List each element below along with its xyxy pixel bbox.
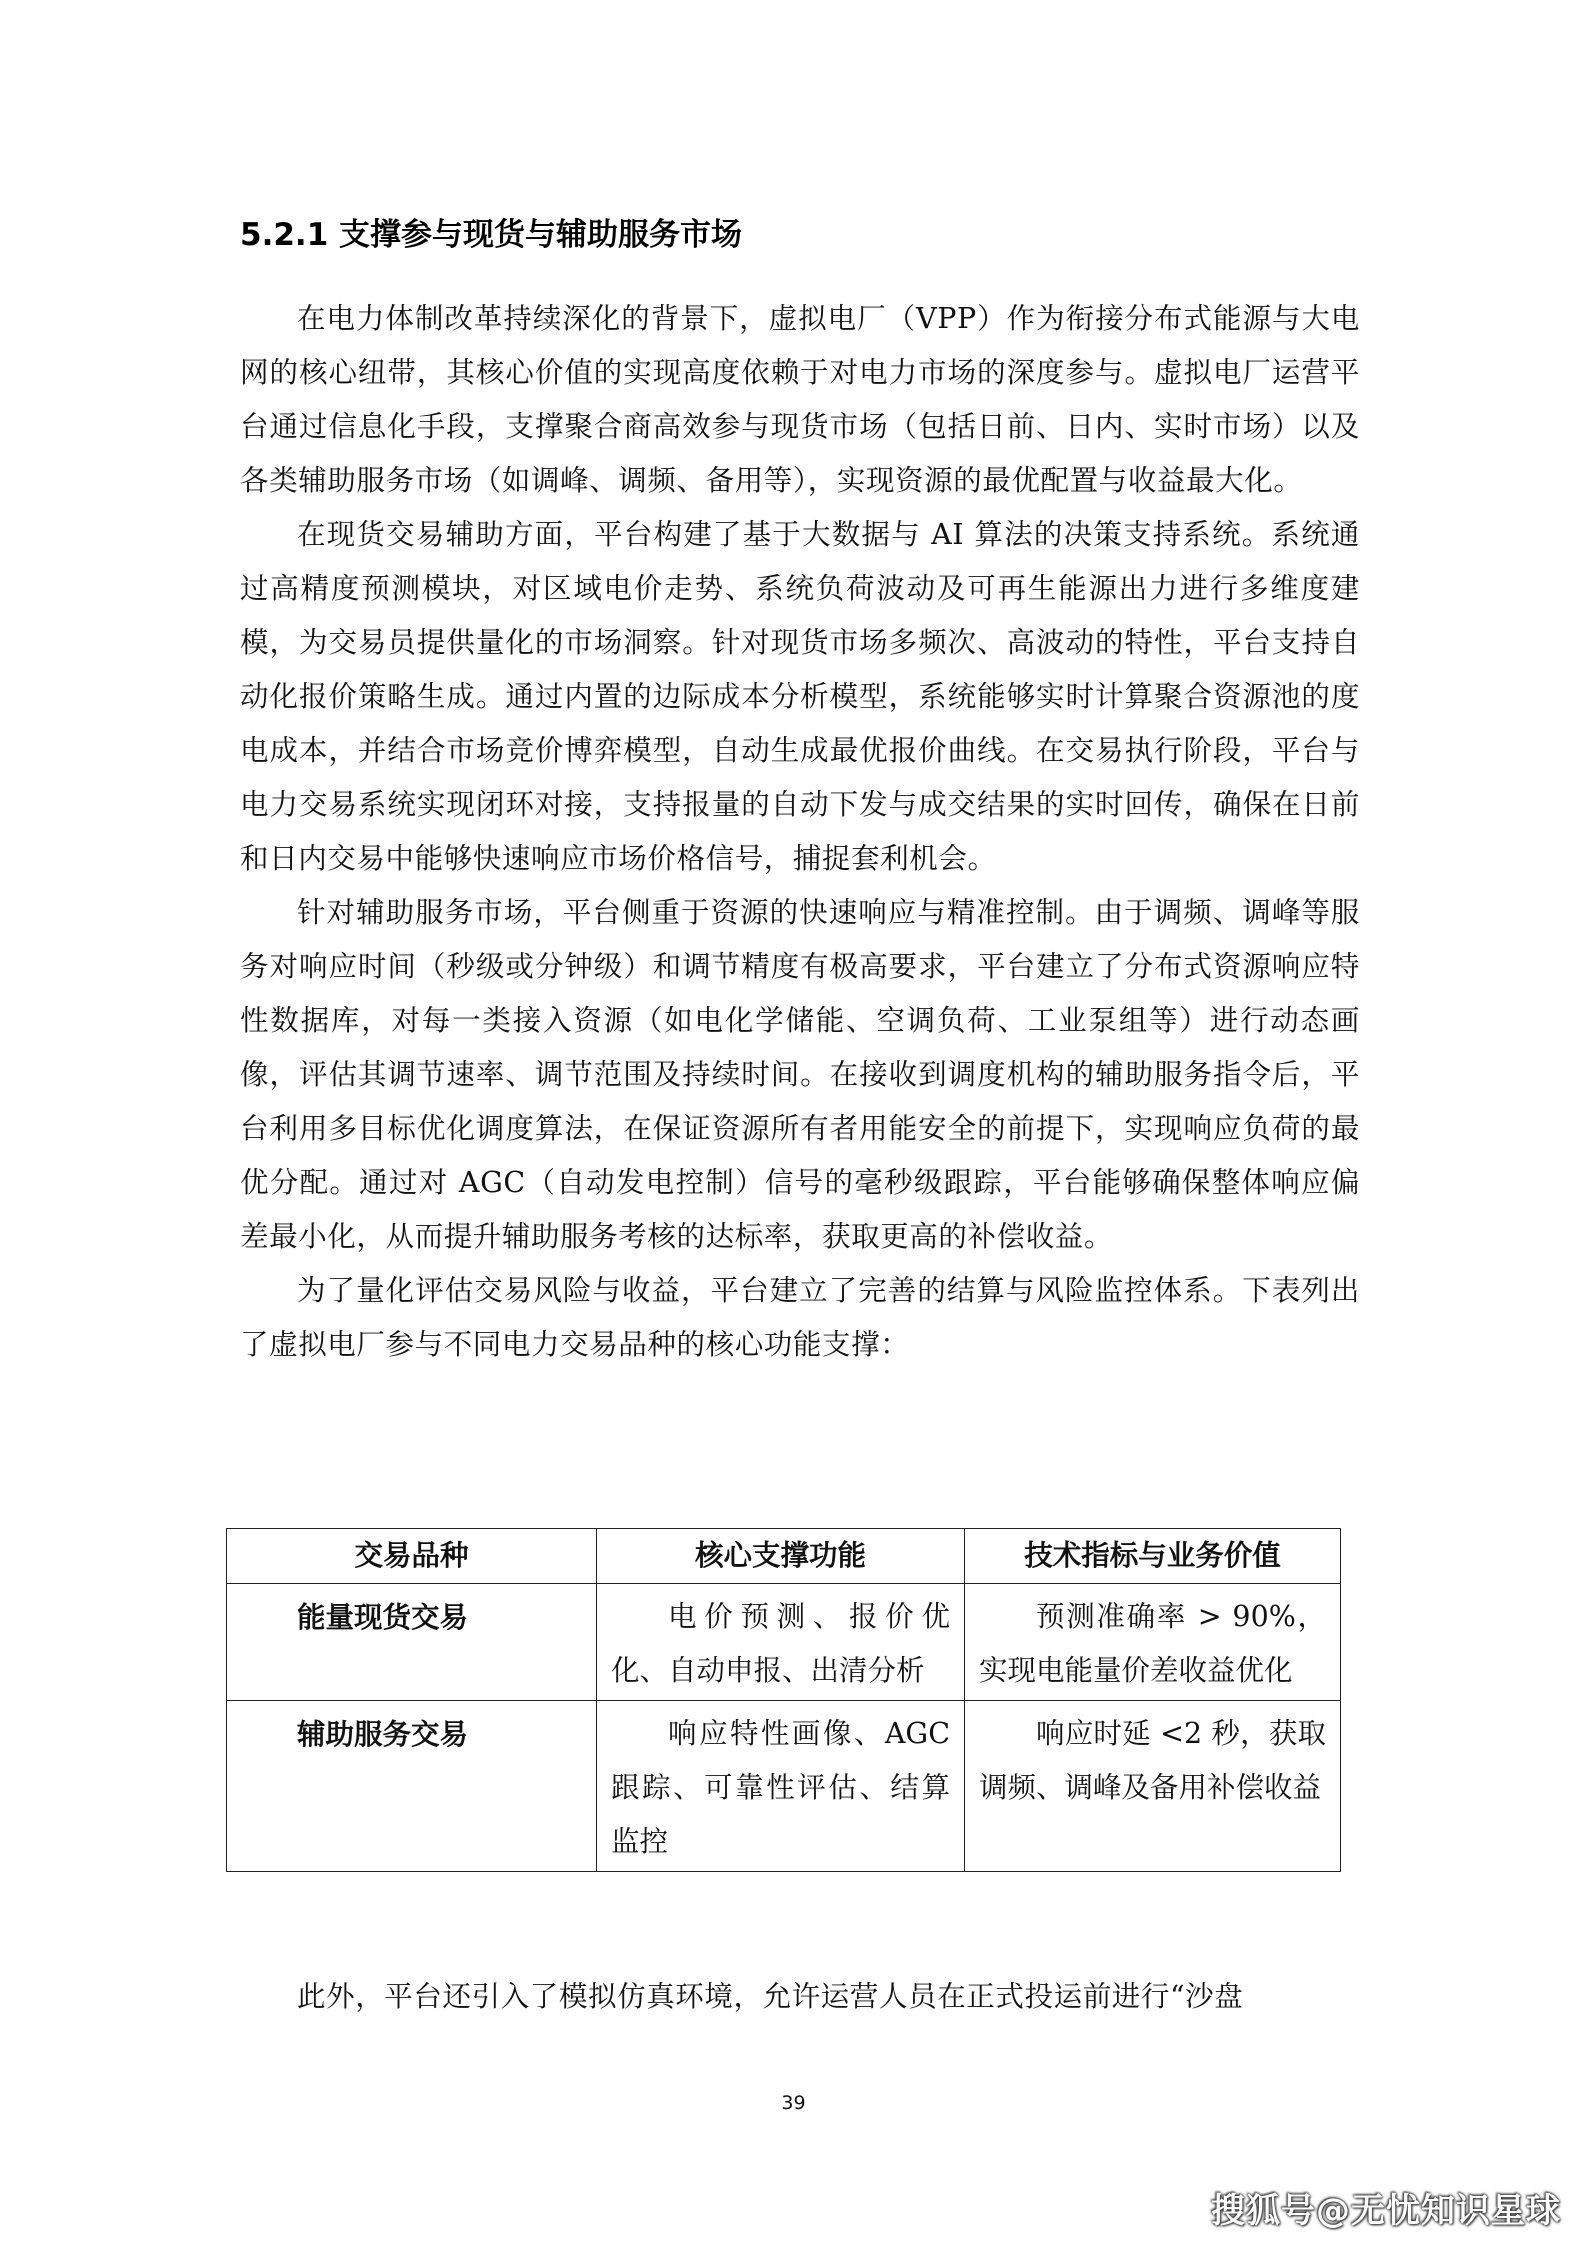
- paragraph: 为了量化评估交易风险与收益，平台建立了完善的结算与风险监控体系。下表列出了虚拟电厂参与不同电力交易品种的核心功能支撑：: [240, 1274, 1360, 1361]
- paragraph: 针对辅助服务市场，平台侧重于资源的快速响应与精准控制。由于调频、调峰等服务对响应时间（秒级或分钟级）和调节精度有极高要求，平台建立了分布式资源响应特性数据库，对每一类接入资源（如电化学储能、空调负荷、工业泵组等）进行动态画像，评估其调节速率、调节范围及持续时间。在接收到调度机构的辅助服务指令后，平台利用多目标优化调度算法，在保证资源所有者用能安全的前提下，实现响应负荷的最优分配。通过对 AGC（自动发电控制）信号的毫秒级跟踪，平台能够确保整体响应偏差最小化，从而提升辅助服务考核的达标率，获取更高的补偿收益。: [240, 896, 1360, 1253]
- table-header-cell: 技术指标与业务价值: [965, 1529, 1341, 1584]
- table-header-cell: 交易品种: [227, 1529, 597, 1584]
- metrics-cell: 响应时延 <2 秒，获取调频、调峰及备用补偿收益: [965, 1701, 1341, 1872]
- functions-cell: 响应特性画像、AGC 跟踪、可靠性评估、结算监控: [597, 1701, 965, 1872]
- table-row: [227, 1701, 1341, 1872]
- table-header-cell: 核心支撑功能: [597, 1529, 965, 1584]
- watermark: 搜狐号@无忧知识星球: [1211, 2191, 1561, 2231]
- paragraph: 在电力体制改革持续深化的背景下，虚拟电厂（VPP）作为衔接分布式能源与大电网的核心纽带，其核心价值的实现高度依赖于对电力市场的深度参与。虚拟电厂运营平台通过信息化手段，支撑聚合商高效参与现货市场（包括日前、日内、实时市场）以及各类辅助服务市场（如调峰、调频、备用等），实现资源的最优配置与收益最大化。: [240, 302, 1360, 497]
- trading-type-cell: 辅助服务交易: [227, 1701, 597, 1872]
- closing-paragraph: 此外，平台还引入了模拟仿真环境，允许运营人员在正式投运前进行“沙盘: [297, 1980, 1244, 2013]
- trading-support-table: [226, 1528, 1341, 1872]
- page-number: 39: [781, 2092, 806, 2114]
- paragraph: 在现货交易辅助方面，平台构建了基于大数据与 AI 算法的决策支持系统。系统通过高精度预测模块，对区域电价走势、系统负荷波动及可再生能源出力进行多维度建模，为交易员提供量化的市场洞察。针对现货市场多频次、高波动的特性，平台支持自动化报价策略生成。通过内置的边际成本分析模型，系统能够实时计算聚合资源池的度电成本，并结合市场竞价博弈模型，自动生成最优报价曲线。在交易执行阶段，平台与电力交易系统实现闭环对接，支持报量的自动下发与成交结果的实时回传，确保在日前和日内交易中能够快速响应市场价格信号，捕捉套利机会。: [240, 518, 1360, 875]
- table-header-row: [227, 1529, 1341, 1584]
- trading-type-cell: 能量现货交易: [227, 1584, 597, 1701]
- body-text: [240, 292, 1360, 1372]
- functions-cell: 电价预测、报价优化、自动申报、出清分析: [597, 1584, 965, 1701]
- section-heading: 5.2.1 支撑参与现货与辅助服务市场: [240, 217, 743, 253]
- table-row: [227, 1584, 1341, 1701]
- metrics-cell: 预测准确率 > 90%，实现电能量价差收益优化: [965, 1584, 1341, 1701]
